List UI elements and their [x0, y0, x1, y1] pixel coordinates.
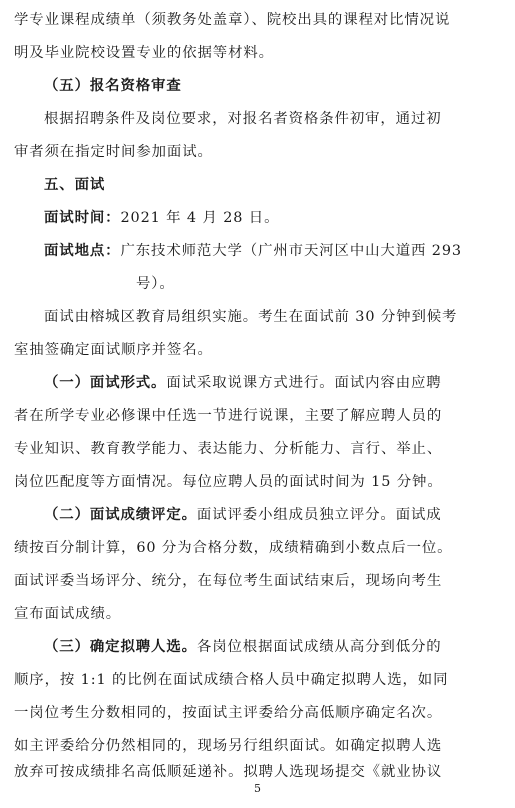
section-heading: （五）报名资格审查: [44, 77, 182, 94]
body-text-line: 一岗位考生分数相同的，按面试主评委给分高低顺序确定名次。: [14, 705, 443, 721]
body-text-line: 如主评委给分仍然相同的，现场另行组织面试。如确定拟聘人选: [14, 738, 443, 754]
body-text-line: 面试评委当场评分、统分，在每位考生面试结束后，现场向考生: [14, 573, 443, 589]
body-text-line: 顺序，按 1:1 的比例在面试成绩合格人员中确定拟聘人选，如同: [14, 672, 449, 688]
paragraph-first-line: [44, 637, 502, 657]
body-text-line: 审者须在指定时间参加面试。: [14, 144, 213, 160]
interview-place-value: 广东技术师范大学（广州市天河区中山大道西 293: [120, 243, 462, 259]
body-text-line: 放弃可按成绩排名高低顺延递补。拟聘人选现场提交《就业协议: [14, 764, 443, 780]
body-text-line: 者在所学专业必修课中任选一节进行说课，主要了解应聘人员的: [14, 408, 443, 424]
body-text-line: 根据招聘条件及岗位要求，对报名者资格条件初审，通过初: [44, 111, 442, 127]
paragraph-text: 面试采取说课方式进行。面试内容由应聘: [166, 375, 442, 391]
paragraph-lead: （一）面试形式。: [44, 374, 167, 391]
body-text-line: 明及毕业院校设置专业的依据等材料。: [14, 45, 274, 61]
paragraph-lead: （二）面试成绩评定。: [44, 506, 197, 523]
paragraph-first-line: [44, 505, 502, 525]
body-text-line: 室抽签确定面试顺序并签名。: [14, 342, 213, 358]
body-text-line: 绩按百分制计算，60 分为合格分数，成绩精确到小数点后一位。: [14, 540, 453, 556]
body-text-line: 岗位匹配度等方面情况。每位应聘人员的面试时间为 15 分钟。: [14, 474, 443, 490]
interview-place-line: [44, 241, 502, 261]
paragraph-text: 面试评委小组成员独立评分。面试成: [196, 507, 442, 523]
paragraph-lead: （三）确定拟聘人选。: [44, 638, 197, 655]
body-text-line: 面试由榕城区教育局组织实施。考生在面试前 30 分钟到候考: [44, 309, 458, 325]
body-text-line: 专业知识、教育教学能力、表达能力、分析能力、言行、举止、: [14, 441, 443, 457]
body-text-line: 宣布面试成绩。: [14, 606, 122, 622]
interview-place-continuation: 号）。: [136, 276, 175, 292]
page-number: 5: [254, 782, 261, 795]
interview-time-line: [44, 208, 502, 228]
interview-place-label: 面试地点：: [44, 242, 121, 259]
section-heading: 五、面试: [44, 176, 106, 193]
paragraph-first-line: [44, 373, 502, 393]
paragraph-text: 各岗位根据面试成绩从高分到低分的: [196, 639, 442, 655]
body-text-line: 学专业课程成绩单（须教务处盖章）、院校出具的课程对比情况说: [14, 12, 451, 28]
interview-time-value: 2021 年 4 月 28 日。: [120, 210, 280, 226]
interview-time-label: 面试时间：: [44, 209, 121, 226]
